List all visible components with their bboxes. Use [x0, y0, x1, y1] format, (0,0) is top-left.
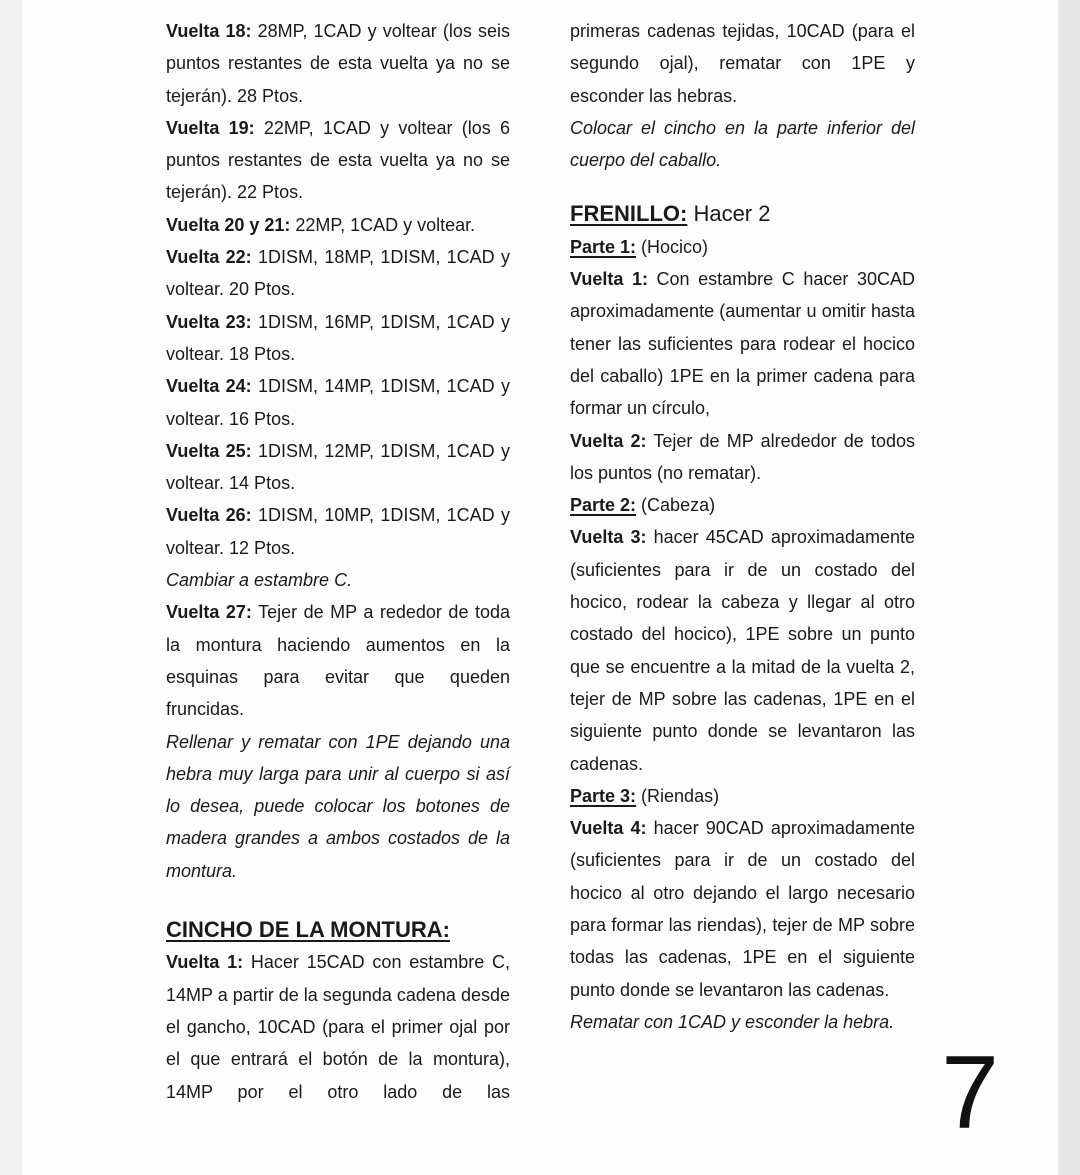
frenillo-round-3: Vuelta 3: hacer 45CAD aproximadamente (suficientes para ir de un costado del hocico, rodear la cabeza y llegar al otro costado del hocico), 1PE sobre un punto que se encuentre a la mitad de la vuelta 2, tejer de MP sobre las cadenas, 1PE en el siguiente punto donde se levantaron las cadenas.: [570, 527, 915, 774]
part-2: Parte 2: (Cabeza): [570, 495, 716, 516]
round-18: Vuelta 18: 28MP, 1CAD y voltear (los seis puntos restantes de esta vuelta ya no se tejerán). 28 Ptos.: [166, 21, 510, 106]
round-23: Vuelta 23: 1DISM, 16MP, 1DISM, 1CAD y voltear. 18 Ptos.: [166, 311, 510, 364]
page-left-edge: [0, 0, 22, 1175]
frenillo-round-4: Vuelta 4: hacer 90CAD aproximadamente (suficientes para ir de un costado del hocico al otro dejando el largo necesario para formar las riendas), tejer de MP sobre todas las cadenas, 1PE en el siguiente punto donde se levantaron las cadenas.: [570, 818, 915, 1000]
note-finish-frenillo: Rematar con 1CAD y esconder la hebra.: [570, 1011, 895, 1032]
frenillo-round-1: Vuelta 1: Con estambre C hacer 30CAD aproximadamente (aumentar u omitir hasta tener las suficientes para rodear el hocico del caballo) 1PE en la primer cadena para formar un círculo,: [570, 269, 916, 419]
note-change-yarn: Cambiar a estambre C.: [166, 570, 353, 591]
cincho-round-1-continued: primeras cadenas tejidas, 10CAD (para el segundo ojal), rematar con 1PE y esconder las hebras.: [570, 21, 915, 106]
frenillo-round-2: Vuelta 2: Tejer de MP alrededor de todos los puntos (no rematar).: [570, 430, 916, 483]
right-column: [570, 15, 915, 1038]
page-number: 7: [941, 1035, 999, 1151]
note-place-cincho: Colocar el cincho en la parte inferior del cuerpo del caballo.: [570, 117, 915, 171]
note-stuff-and-finish: Rellenar y rematar con 1PE dejando una hebra muy larga para unir al cuerpo si así lo desea, puede colocar los botones de madera grandes a ambos costados de la montura.: [166, 731, 510, 881]
section-heading-cincho: CINCHO DE LA MONTURA:: [166, 917, 450, 943]
round-20-21: Vuelta 20 y 21: 22MP, 1CAD y voltear.: [166, 214, 476, 235]
round-26: Vuelta 26: 1DISM, 10MP, 1DISM, 1CAD y voltear. 12 Ptos.: [166, 505, 510, 558]
part-1: Parte 1: (Hocico): [570, 236, 709, 257]
section-heading-frenillo: FRENILLO: Hacer 2: [570, 201, 771, 227]
round-24: Vuelta 24: 1DISM, 14MP, 1DISM, 1CAD y voltear. 16 Ptos.: [166, 376, 510, 429]
round-19: Vuelta 19: 22MP, 1CAD y voltear (los 6 puntos restantes de esta vuelta ya no se tejerán). 22 Ptos.: [166, 117, 510, 203]
left-column: [166, 15, 510, 1108]
round-22: Vuelta 22: 1DISM, 18MP, 1DISM, 1CAD y voltear. 20 Ptos.: [166, 247, 510, 300]
page-right-edge: [1058, 0, 1080, 1175]
cincho-round-1: Vuelta 1: Hacer 15CAD con estambre C, 14MP a partir de la segunda cadena desde el gancho, 10CAD (para el primer ojal por el que entrará el botón de la montura), 14MP por el otro lado de las: [166, 952, 510, 1102]
round-27: Vuelta 27: Tejer de MP a rededor de toda la montura haciendo aumentos en la esquinas para evitar que queden fruncidas.: [166, 602, 510, 720]
part-3: Parte 3: (Riendas): [570, 785, 720, 806]
round-25: Vuelta 25: 1DISM, 12MP, 1DISM, 1CAD y voltear. 14 Ptos.: [166, 440, 510, 494]
